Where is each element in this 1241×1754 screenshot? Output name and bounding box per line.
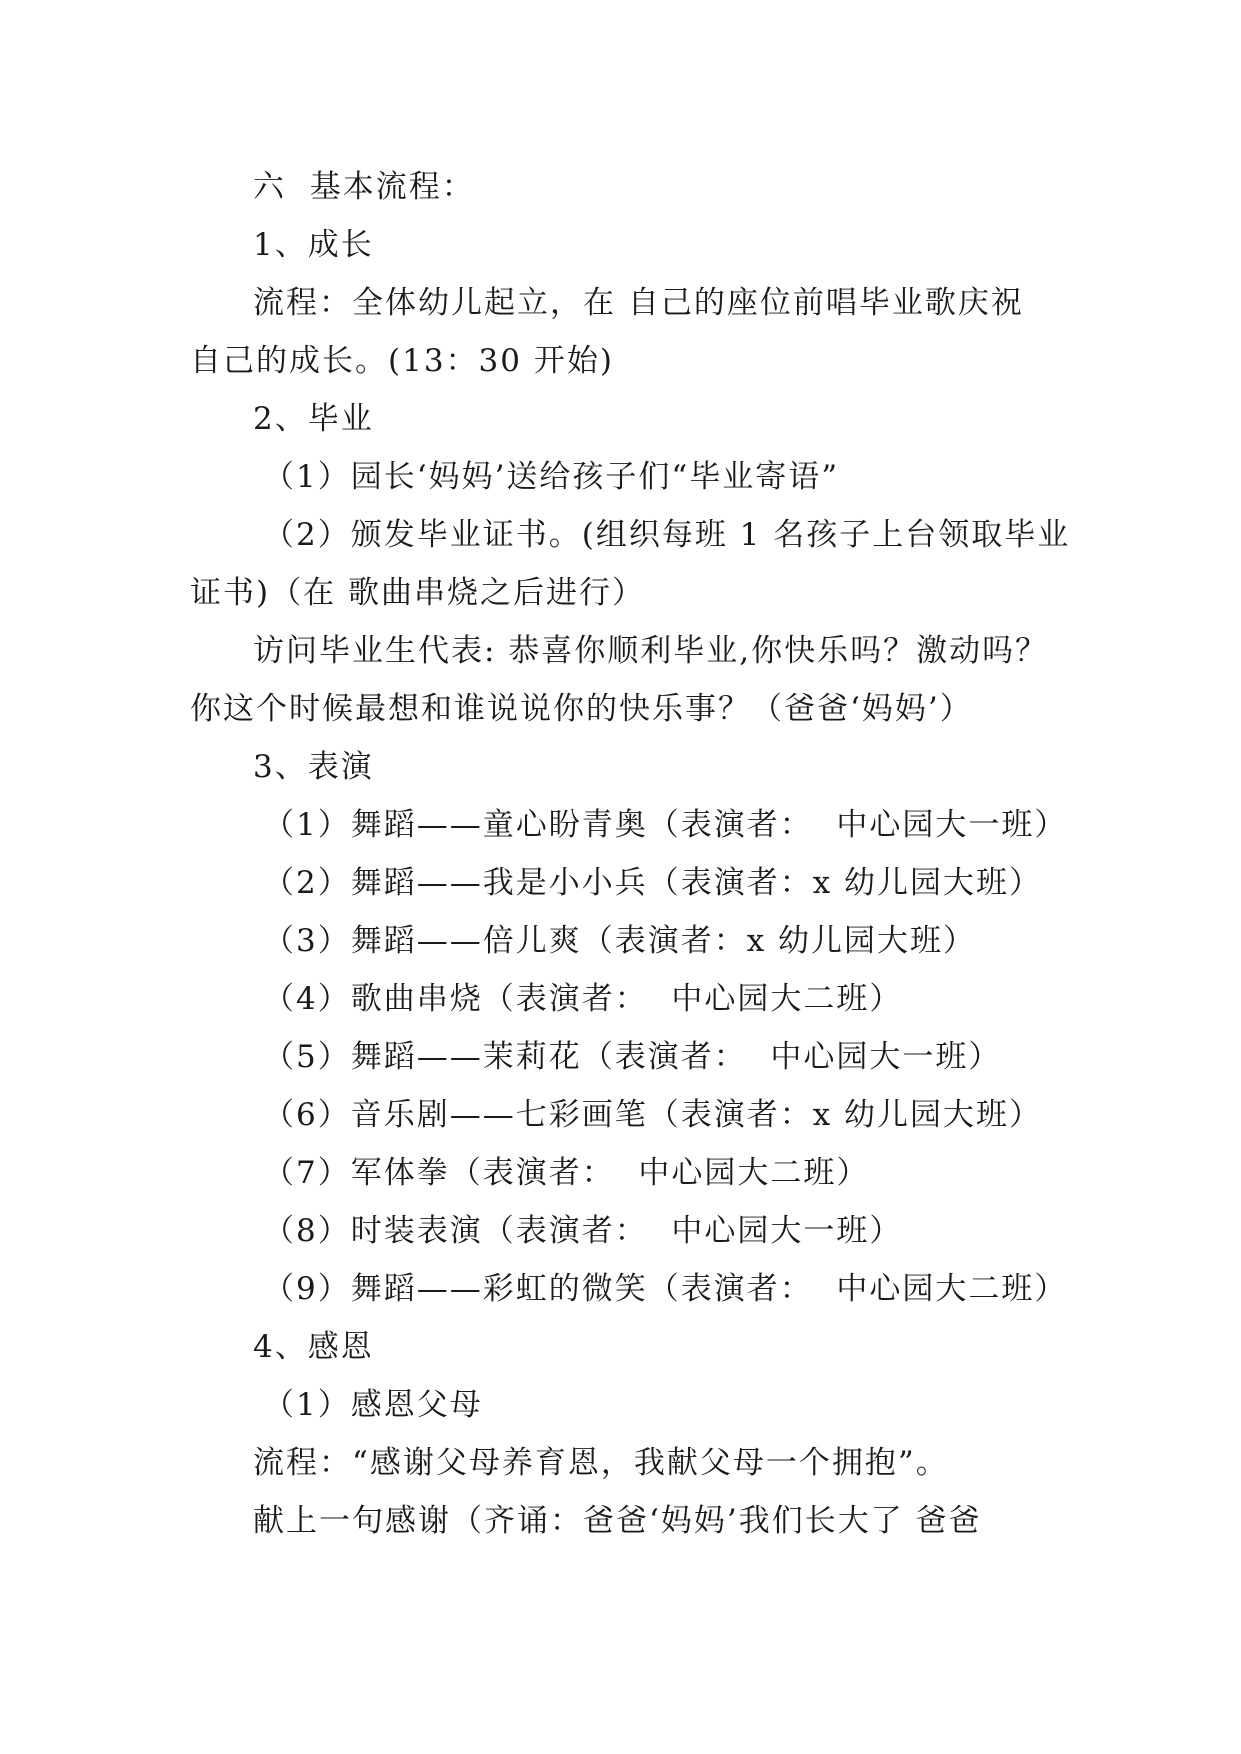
paragraph-line: 你这个时候最想和谁说说你的快乐事？（爸爸‘妈妈’） [190, 691, 973, 727]
list-item: （2）颁发毕业证书。(组织每班 1 名孩子上台领取毕业 [263, 517, 1071, 553]
program-item: （4）歌曲串烧（表演者： 中心园大二班） [263, 981, 903, 1017]
program-item: （6）音乐剧——七彩画笔（表演者：x 幼儿园大班） [263, 1097, 1043, 1133]
list-item: （1）感恩父母 [263, 1387, 483, 1423]
paragraph-line: 自己的成长。(13：30 开始) [190, 343, 614, 379]
program-item: （9）舞蹈——彩虹的微笑（表演者： 中心园大二班） [263, 1271, 1068, 1307]
paragraph-line: 访问毕业生代表: 恭喜你顺利毕业,你快乐吗？激动吗？ [253, 633, 1049, 669]
subheading-growth: 1、成长 [253, 227, 374, 263]
paragraph-line: 证书)（在 歌曲串烧之后进行） [190, 575, 645, 611]
document-body [190, 158, 1070, 1550]
program-item: （3）舞蹈——倍儿爽（表演者：x 幼儿园大班） [263, 923, 977, 959]
subheading-gratitude: 4、感恩 [253, 1329, 374, 1365]
program-item: （7）军体拳（表演者： 中心园大二班） [263, 1155, 870, 1191]
program-item: （5）舞蹈——茉莉花（表演者： 中心园大一班） [263, 1039, 1002, 1075]
list-item: （1）园长‘妈妈’送给孩子们“毕业寄语” [263, 459, 840, 495]
paragraph-line: 流程：“感谢父母养育恩，我献父母一个拥抱”。 [253, 1445, 949, 1481]
paragraph-line: 流程：全体幼儿起立，在 自己的座位前唱毕业歌庆祝 [253, 285, 1024, 321]
subheading-performance: 3、表演 [253, 749, 374, 785]
subheading-graduation: 2、毕业 [253, 401, 374, 437]
paragraph-line: 献上一句感谢（齐诵：爸爸‘妈妈’我们长大了 爸爸 [253, 1503, 982, 1539]
program-item: （8）时装表演（表演者： 中心园大一班） [263, 1213, 903, 1249]
section-heading-basic-flow: 六 基本流程： [253, 169, 475, 205]
program-item: （2）舞蹈——我是小小兵（表演者：x 幼儿园大班） [263, 865, 1043, 901]
program-item: （1）舞蹈——童心盼青奥（表演者： 中心园大一班） [263, 807, 1068, 843]
